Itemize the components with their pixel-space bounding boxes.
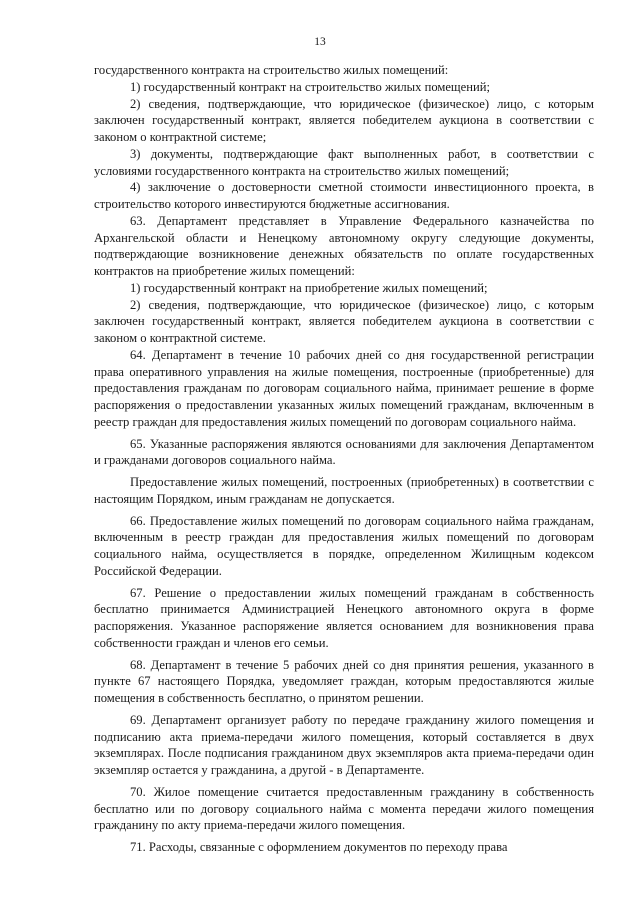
paragraph: 2) сведения, подтверждающие, что юридическое (физическое) лицо, с которым заключен государственный контракт, является победителем аукциона в соответствии с законом о контрактной системе.	[94, 297, 594, 345]
page-number: 13	[314, 36, 326, 48]
paragraph: 65. Указанные распоряжения являются основаниями для заключения Департаментом и гражданами договоров социального найма.	[94, 436, 594, 468]
paragraph: 4) заключение о достоверности сметной стоимости инвестиционного проекта, в строительство которого инвестируются бюджетные ассигнования.	[94, 180, 594, 211]
document-body	[94, 62, 594, 856]
paragraph: 67. Решение о предоставлении жилых помещений гражданам в собственность бесплатно принимается Администрацией Ненецкого автономного округа в форме распоряжения. Указанное распоряжение является основанием для возникновения права собственности граждан и членов его семьи.	[94, 585, 594, 650]
paragraph: 63. Департамент представляет в Управление Федерального казначейства по Архангельской области и Ненецкому автономному округу следующие документы, подтверждающие возникновение денежных обязательств по оплате государственных контрактов на приобретение жилых помещений:	[94, 213, 594, 278]
paragraph: 68. Департамент в течение 5 рабочих дней со дня принятия решения, указанного в пункте 67 настоящего Порядка, уведомляет граждан, которым предоставляются жилые помещения в собственность бесплатно, о принятом решении.	[94, 657, 594, 705]
paragraph: 70. Жилое помещение считается предоставленным гражданину в собственность бесплатно или по договору социального найма с момента передачи жилого помещения гражданину по акту приема-передачи жилого помещения.	[94, 784, 594, 833]
paragraph: 64. Департамент в течение 10 рабочих дней со дня государственной регистрации права оперативного управления на жилые помещения, построенные (приобретенные) для предоставления гражданам по договорам социального найма, принимает решение в форме распоряжения о предоставлении указанных жилых помещений гражданам, включенным в реестр граждан для предоставления жилых помещений по договорам социального найма.	[94, 347, 594, 429]
paragraph: 69. Департамент организует работу по передаче гражданину жилого помещения и подписанию акта приема-передачи жилого помещения, который составляется в двух экземплярах. После подписания гражданином двух экземпляров акта приема-передачи один экземпляр остается у гражданина, а другой - в Департаменте.	[94, 712, 594, 777]
paragraph: 1) государственный контракт на строительство жилых помещений;	[130, 79, 490, 94]
paragraph: 1) государственный контракт на приобретение жилых помещений;	[130, 280, 488, 295]
paragraph: 2) сведения, подтверждающие, что юридическое (физическое) лицо, с которым заключен государственный контракт, является победителем аукциона в соответствии с законом о контрактной системе;	[94, 96, 594, 144]
paragraph: 3) документы, подтверждающие факт выполненных работ, в соответствии с условиями государственного контракта на строительство жилых помещений;	[94, 146, 594, 178]
paragraph: Предоставление жилых помещений, построенных (приобретенных) в соответствии с настоящим Порядком, иным гражданам не допускается.	[94, 475, 594, 506]
paragraph: 71. Расходы, связанные с оформлением документов по переходу права	[130, 840, 508, 854]
paragraph: государственного контракта на строительство жилых помещений:	[94, 63, 449, 77]
paragraph: 66. Предоставление жилых помещений по договорам социального найма гражданам, включенным в реестр граждан для предоставления жилых помещений по договорам социального найма, осуществляется в порядке, определенном Жилищным кодексом Российской Федерации.	[94, 513, 594, 578]
